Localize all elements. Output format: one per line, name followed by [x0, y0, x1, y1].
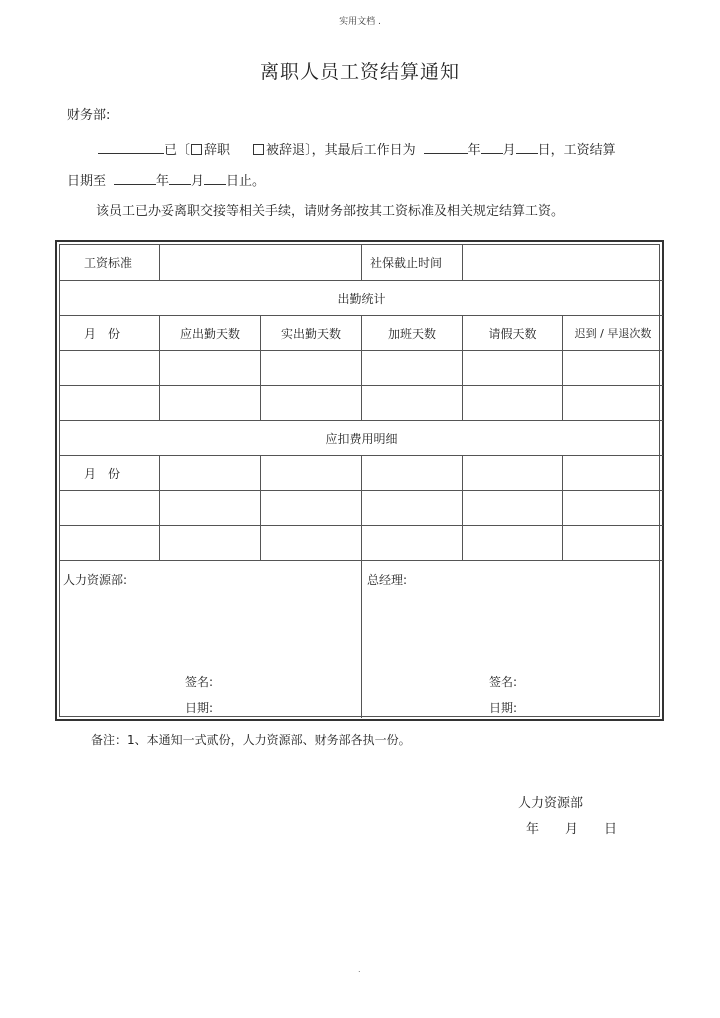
settle-year-text: 年 — [156, 174, 170, 189]
deduction-cell[interactable] — [261, 491, 362, 526]
attendance-cell[interactable] — [362, 351, 463, 386]
addressee: 财务部: — [67, 108, 111, 123]
settle-day-text: 日止。 — [226, 174, 266, 189]
attendance-header-required: 应出勤天数 — [160, 316, 261, 351]
deduction-cell[interactable] — [160, 491, 261, 526]
settle-day-blank[interactable] — [204, 172, 226, 185]
open-paren: 〔 — [177, 143, 191, 158]
deduction-cell[interactable] — [261, 456, 362, 491]
social-security-label: 社保截止时间 — [362, 245, 463, 281]
dismissed-label: 被辞退 — [266, 143, 306, 158]
attendance-section-title: 出勤统计 — [60, 281, 663, 316]
gm-sign-label: 签名: — [489, 675, 518, 689]
month-text: 月 — [502, 143, 516, 158]
deduction-section-title: 应扣费用明细 — [60, 421, 663, 456]
already-text: 已 — [164, 143, 178, 158]
attendance-cell[interactable] — [463, 386, 563, 421]
attendance-header-late: 迟到 / 早退次数 — [563, 316, 663, 351]
deduction-cell[interactable] — [362, 491, 463, 526]
hr-label: 人力资源部: — [63, 573, 128, 587]
settle-month-blank[interactable] — [169, 172, 191, 185]
deduction-cell[interactable] — [463, 526, 563, 561]
attendance-cell[interactable] — [362, 386, 463, 421]
attendance-header-leave: 请假天数 — [463, 316, 563, 351]
attendance-cell[interactable] — [463, 351, 563, 386]
settle-year-blank[interactable] — [114, 172, 156, 185]
attendance-cell[interactable] — [60, 351, 160, 386]
deduction-cell[interactable] — [60, 526, 160, 561]
attendance-cell[interactable] — [60, 386, 160, 421]
gm-label: 总经理: — [367, 573, 408, 587]
notice-line-3: 该员工已办妥离职交接等相关手续，请财务部按其工资标准及相关规定结算工资。 — [96, 204, 565, 219]
footnote: 备注：1、本通知一式贰份，人力资源部、财务部各执一份。 — [91, 733, 411, 747]
employee-name-blank[interactable] — [98, 141, 164, 154]
deduction-cell[interactable] — [563, 491, 663, 526]
last-workday-text: 〕，其最后工作日为 — [305, 143, 416, 158]
settlement-table — [55, 240, 664, 721]
deduction-cell[interactable] — [463, 491, 563, 526]
settle-month-text: 月 — [191, 174, 205, 189]
header-note: 实用文档 . — [339, 17, 381, 27]
day-text: 日，工资结算 — [537, 143, 616, 158]
notice-line-2 — [67, 170, 265, 189]
page-title: 离职人员工资结算通知 — [259, 61, 460, 83]
deduction-cell[interactable] — [463, 456, 563, 491]
attendance-cell[interactable] — [160, 386, 261, 421]
deduction-cell[interactable] — [261, 526, 362, 561]
deduction-cell[interactable] — [362, 456, 463, 491]
hr-approval-box[interactable] — [60, 561, 362, 718]
attendance-header-overtime: 加班天数 — [362, 316, 463, 351]
page-dot: . — [358, 965, 361, 974]
deduction-cell[interactable] — [160, 456, 261, 491]
settlement-table-inner — [59, 244, 660, 717]
attendance-cell[interactable] — [261, 386, 362, 421]
last-workday-month-blank[interactable] — [481, 141, 503, 154]
deduction-cell[interactable] — [160, 526, 261, 561]
dismissed-checkbox[interactable] — [253, 144, 264, 155]
attendance-header-month: 月 份 — [60, 316, 160, 351]
attendance-header-actual: 实出勤天数 — [261, 316, 362, 351]
last-workday-day-blank[interactable] — [516, 141, 538, 154]
year-text: 年 — [467, 143, 481, 158]
wage-standard-label: 工资标准 — [60, 245, 160, 281]
gm-approval-box[interactable] — [362, 561, 663, 718]
attendance-cell[interactable] — [563, 386, 663, 421]
hr-sign-label: 签名: — [185, 675, 214, 689]
attendance-cell[interactable] — [261, 351, 362, 386]
deduction-cell[interactable] — [563, 456, 663, 491]
deduction-cell[interactable] — [563, 526, 663, 561]
social-security-value[interactable] — [463, 245, 663, 281]
notice-line-1 — [98, 139, 616, 158]
wage-standard-value[interactable] — [160, 245, 362, 281]
attendance-cell[interactable] — [563, 351, 663, 386]
deduction-header-month: 月 份 — [60, 456, 160, 491]
issue-date: 年 月 日 — [526, 822, 618, 837]
settle-date-prefix: 日期至 — [67, 174, 107, 189]
deduction-cell[interactable] — [362, 526, 463, 561]
last-workday-year-blank[interactable] — [424, 141, 468, 154]
issuer-department: 人力资源部 — [518, 796, 584, 811]
hr-date-label: 日期: — [185, 701, 214, 715]
attendance-cell[interactable] — [160, 351, 261, 386]
resign-checkbox[interactable] — [191, 144, 202, 155]
deduction-cell[interactable] — [60, 491, 160, 526]
resign-label: 辞职 — [204, 143, 231, 158]
gm-date-label: 日期: — [489, 701, 518, 715]
